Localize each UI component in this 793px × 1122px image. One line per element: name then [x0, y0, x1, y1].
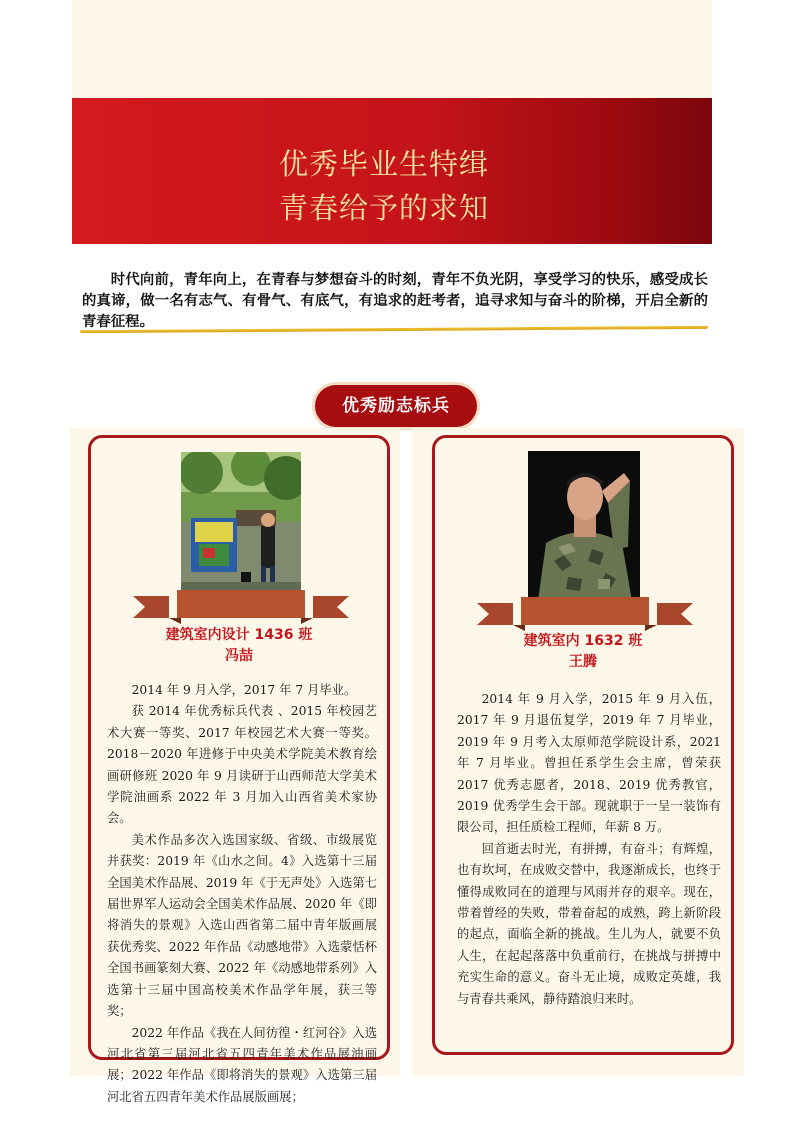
student-class: 建筑室内设计 1436 班 — [165, 627, 313, 643]
top-cream-band — [72, 0, 712, 98]
bio-paragraph: 2014 年 9 月入学，2015 年 9 月入伍，2017 年 9 月退伍复学，2019 年 7 月毕业，2019 年 9 月考入太原师范学院设计系，2021 年 7 月毕业。曾担任系学生会主席，曾荣获 2017 优秀志愿者，2018、2019 优秀教官，2019 优秀学生会干部。现就职于一呈一装饰有限公司，担任质检工程师，年薪 8 万。 — [457, 692, 721, 835]
section-title-badge — [315, 385, 477, 427]
bio-paragraph: 获 2014 年优秀标兵代表 、2015 年校园艺术大赛一等奖、2017 年校园艺术大赛一等奖。2018－2020 年进修于中央美术学院美术教育绘画研修班 2020 年 9 月读研于山西师范大学美术学院油画系 2022 年 3 月加入山西省美术家协会。 — [107, 704, 377, 826]
section-title: 优秀励志标兵 — [342, 396, 450, 416]
student-bio — [457, 689, 721, 1010]
bio-paragraph: 回首逝去时光，有拼搏，有奋斗；有辉煌，也有坎坷，在成败交替中，我逐渐成长，也终于懂得成败同在的道理与风雨并存的艰辛。现在，带着曾经的失败，带着奋起的成熟，跨上新阶段的起点，面临全新的挑战。生儿为人，就要不负人生，在起起落落中负重前行，在挑战与拼搏中充实生命的意义。奋斗无止境，成败定英雄，我与青春共乘风，静待踏浪归来时。 — [457, 841, 721, 1006]
intro-paragraph: 时代向前，青年向上，在青春与梦想奋斗的时刻，青年不负光阴，享受学习的快乐，感受成长的真谛，做一名有志气、有骨气、有底气，有追求的赶考者，追寻求知与奋斗的阶梯，开启全新的青春征程。 — [82, 271, 708, 330]
student-name-block — [435, 631, 731, 673]
name-ribbon — [477, 595, 693, 631]
student-bio — [107, 680, 377, 1108]
student-class: 建筑室内 1632 班 — [523, 633, 643, 649]
name-ribbon — [133, 588, 349, 624]
student-name: 王腾 — [569, 654, 597, 670]
bio-paragraph: 2014 年 9 月入学，2017 年 7 月毕业。 — [131, 683, 357, 697]
student-name: 冯喆 — [225, 648, 253, 664]
student-card-feng — [88, 435, 390, 1104]
bio-paragraph: 2022 年作品《我在人间彷徨・红河谷》入选河北省第三届河北省五四青年美术作品展油画展；2022 年作品《即将消失的景观》入选第三届河北省五四青年美术作品展版画展； — [107, 1025, 377, 1104]
student-card-wang — [432, 435, 734, 1055]
banner-subtitle: 青春给予的求知 — [278, 191, 489, 225]
title-banner — [72, 98, 712, 244]
student-name-block — [91, 625, 387, 667]
banner-title: 优秀毕业生特缉 — [278, 147, 489, 181]
student-photo-salute — [528, 451, 640, 601]
bio-paragraph: 美术作品多次入选国家级、省级、市级展览并获奖：2019 年《山水之间。4》入选第十三届全国美术作品展、2019 年《于无声处》入选第七届世界军人运动会全国美术作品展、2020 年《即将消失的景观》入选山西省第二届中青年版画展获优秀奖、2022 年作品《动感地带》入选蒙恬杯全国书画篆刻大赛、2022 年《动感地带系列》入选第十三届中国高校美术作品学年展，获三等奖； — [107, 832, 377, 1019]
student-photo-painting — [181, 452, 301, 594]
